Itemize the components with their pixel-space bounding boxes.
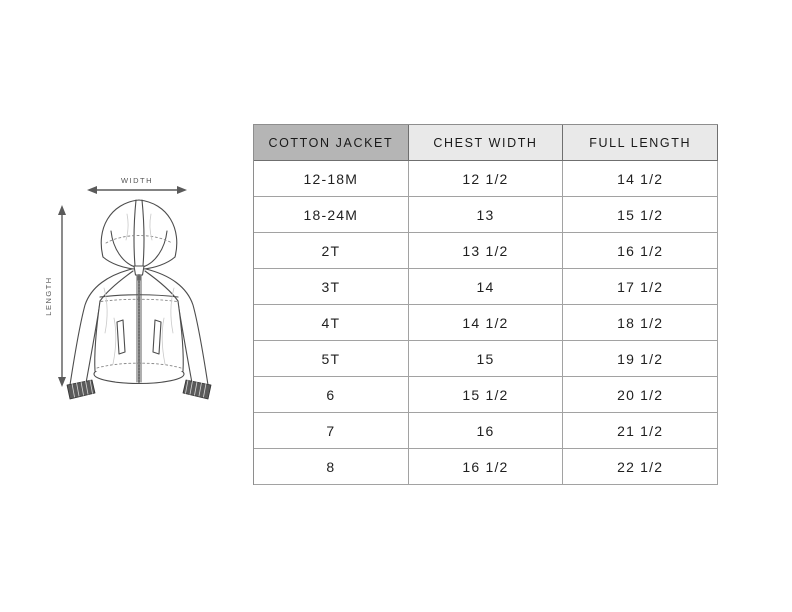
size-cell: 5T [254,341,409,377]
column-header-cotton-jacket: COTTON JACKET [254,125,409,161]
full-length-cell: 20 1/2 [563,377,718,413]
right-cuff [183,380,211,399]
size-cell: 18-24M [254,197,409,233]
chest-width-cell: 15 1/2 [409,377,564,413]
chest-width-cell: 14 1/2 [409,305,564,341]
width-label: WIDTH [120,176,154,185]
size-cell: 8 [254,449,409,485]
chest-width-cell: 13 [409,197,564,233]
full-length-cell: 15 1/2 [563,197,718,233]
chest-width-cell: 15 [409,341,564,377]
column-header-chest-width: CHEST WIDTH [409,125,564,161]
full-length-cell: 17 1/2 [563,269,718,305]
length-label: LENGTH [44,276,53,316]
jacket-hood [101,200,177,257]
full-length-cell: 18 1/2 [563,305,718,341]
chest-width-cell: 13 1/2 [409,233,564,269]
size-cell: 4T [254,305,409,341]
chest-width-cell: 14 [409,269,564,305]
size-cell: 6 [254,377,409,413]
jacket-measurement-diagram [38,168,242,422]
chest-width-cell: 16 1/2 [409,449,564,485]
full-length-cell: 22 1/2 [563,449,718,485]
left-cuff [67,380,95,399]
full-length-cell: 14 1/2 [563,161,718,197]
chest-width-cell: 12 1/2 [409,161,564,197]
length-arrow [44,205,66,387]
full-length-cell: 21 1/2 [563,413,718,449]
size-chart-table [253,124,718,485]
width-arrow [87,176,187,194]
size-cell: 2T [254,233,409,269]
size-cell: 12-18M [254,161,409,197]
jacket-line-art [67,200,211,399]
size-cell: 3T [254,269,409,305]
size-cell: 7 [254,413,409,449]
column-header-full-length: FULL LENGTH [563,125,718,161]
jacket-technical-drawing-svg [38,168,242,422]
chest-width-cell: 16 [409,413,564,449]
full-length-cell: 19 1/2 [563,341,718,377]
full-length-cell: 16 1/2 [563,233,718,269]
